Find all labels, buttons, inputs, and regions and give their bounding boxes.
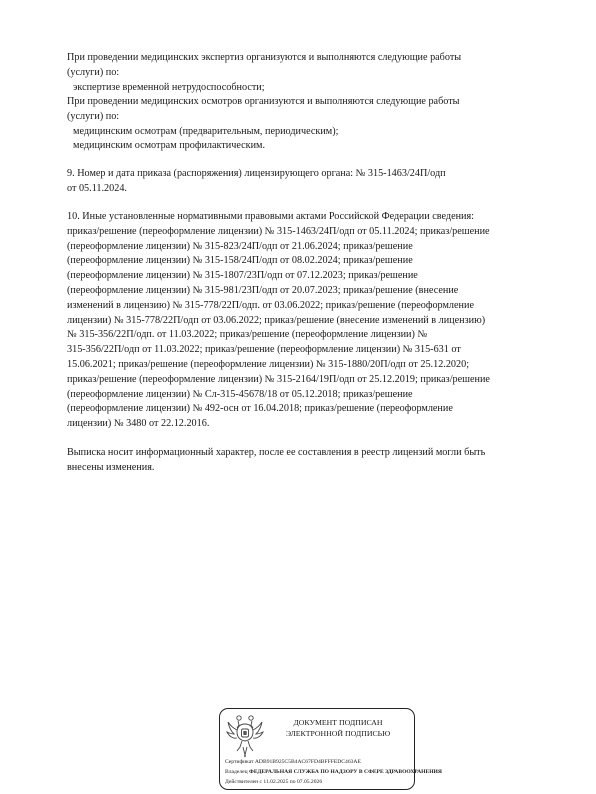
item-10 — [67, 210, 565, 432]
stamp-title — [266, 718, 410, 739]
certificate-label: Сертификат — [225, 759, 254, 765]
text-line: При проведении медицинских экспертиз организуются и выполняются следующие работы — [67, 52, 462, 63]
signature-stamp — [219, 708, 442, 790]
owner-name: ФЕДЕРАЛЬНАЯ СЛУЖБА ПО НАДЗОРУ В СФЕРЕ ЗДРАВООХРАНЕНИЯ — [249, 769, 442, 775]
text-line: № 315-356/22П/одп. от 11.03.2022; приказ/решение (переоформление лицензии) № — [67, 329, 428, 341]
certificate-row — [225, 758, 361, 766]
text-line: лицензии) № 3480 от 22.12.2016. — [67, 418, 210, 430]
validity-row — [225, 778, 322, 786]
text-line: внесены изменения. — [67, 461, 155, 473]
exams-section — [67, 95, 565, 154]
coat-of-arms-icon — [226, 713, 264, 759]
owner-label: Владелец — [225, 769, 248, 775]
text-line: 15.06.2021; приказ/решение (переоформление лицензии) № 315-1880/20П/одп от 25.12.2020; — [67, 358, 470, 370]
text-line: (переоформление лицензии) № 492-осн от 16.04.2018; приказ/решение (переоформление — [67, 403, 453, 415]
text-line: от 05.11.2024. — [67, 182, 127, 194]
text-line: медицинским осмотрам профилактическим. — [73, 140, 266, 152]
certificate-number: ADB91B925C5B4AC67FD4BFFFEDC463AE — [254, 759, 361, 765]
text-line: При проведении медицинских осмотров организуются и выполняются следующие работы — [67, 96, 460, 107]
expertise-section — [67, 51, 565, 95]
validity-text: Действителен с 11.02.2025 по 07.05.2026 — [225, 779, 323, 785]
text-line: Выписка носит информационный характер, после ее составления в реестр лицензий могли быть — [67, 447, 486, 458]
text-line: медицинским осмотрам (предварительным, периодическим); — [73, 125, 339, 137]
text-line: приказ/решение (переоформление лицензии) № 315-1463/24П/одп от 05.11.2024; приказ/решение — [67, 225, 490, 237]
text-line: (переоформление лицензии) № 315-1807/23П/одп от 07.12.2023; приказ/решение — [67, 270, 418, 282]
text-line: 10. Иные установленные нормативными правовыми актами Российской Федерации сведения: — [67, 211, 475, 222]
text-line: (услуги) по: — [67, 110, 120, 122]
footer-note — [67, 446, 565, 476]
item-9 — [67, 167, 565, 197]
text-line: (переоформление лицензии) № Сл-315-45678/18 от 05.12.2018; приказ/решение — [67, 388, 413, 400]
text-line: 9. Номер и дата приказа (распоряжения) лицензирующего органа: № 315-1463/24П/одп — [67, 168, 446, 179]
text-line: (переоформление лицензии) № 315-158/24П/одп от 08.02.2024; приказ/решение — [67, 255, 413, 267]
stamp-title-line: ДОКУМЕНТ ПОДПИСАН — [293, 718, 383, 727]
text-line: (услуги) по: — [67, 66, 120, 78]
text-line: (переоформление лицензии) № 315-823/24П/одп от 21.06.2024; приказ/решение — [67, 240, 413, 252]
text-line: лицензии) № 315-778/22П/одп от 03.06.2022; приказ/решение (внесение изменений в лицензию) — [67, 314, 486, 326]
owner-row — [225, 768, 442, 776]
text-line: изменений в лицензию) № 315-778/22П/одп. от 03.06.2022; приказ/решение (переоформление — [67, 299, 474, 311]
text-line: (переоформление лицензии) № 315-981/23П/одп от 20.07.2023; приказ/решение (внесение — [67, 284, 459, 296]
text-line: приказ/решение (переоформление лицензии) № 315-2164/19П/одп от 25.12.2019; приказ/решение — [67, 373, 490, 385]
text-line: 315-356/22П/одп от 11.03.2022; приказ/решение (переоформление лицензии) № 315-631 от — [67, 344, 461, 356]
text-line: экспертизе временной нетрудоспособности; — [73, 81, 265, 93]
stamp-title-line: ЭЛЕКТРОННОЙ ПОДПИСЬЮ — [285, 728, 391, 738]
